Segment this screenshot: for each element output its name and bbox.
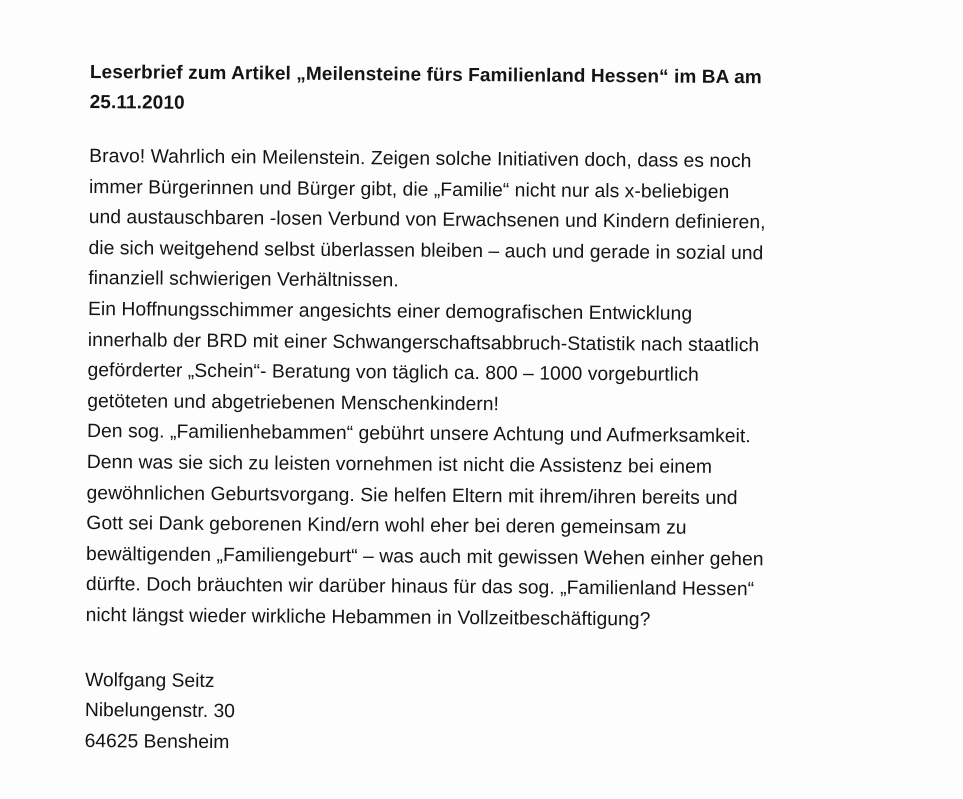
body-line: und austauschbaren -losen Verbund von Erwachsenen und Kindern definieren,: [88, 207, 766, 234]
body-line: finanziell schwierigen Verhältnissen.: [88, 268, 399, 292]
body-line: immer Bürgerinnen und Bürger gibt, die „Familie“ nicht nur als x-beliebigen: [88, 176, 730, 203]
signature-street: Nibelungenstr. 30: [84, 700, 236, 723]
signature-name: Wolfgang Seitz: [85, 669, 215, 692]
body-line: innerhalb der BRD mit einer Schwangerschaftsabbruch-Statistik nach staatlich: [87, 329, 760, 356]
title-line: Leserbrief zum Artikel „Meilensteine fürs Familienland Hessen“ im BA am: [89, 61, 762, 89]
body-line: Denn was sie sich zu leisten vornehmen ist nicht die Assistenz bei einem: [86, 451, 713, 478]
body-line: Den sog. „Familienhebammen“ gebührt unsere Achtung und Aufmerksamkeit.: [86, 421, 751, 448]
letter-title: [90, 58, 870, 124]
letter: [85, 58, 870, 763]
body-line: getöteten und abgetriebenen Menschenkindern!: [87, 390, 500, 415]
body-line: Ein Hoffnungsschimmer angesichts einer demografischen Entwicklung: [87, 298, 693, 325]
body-line: Gott sei Dank geborenen Kind/ern wohl eher bei deren gemeinsam zu: [86, 513, 687, 539]
signature-city: 64625 Bensheim: [84, 730, 230, 753]
letter-body: [85, 142, 869, 638]
body-line: nicht längst wieder wirkliche Hebammen in Vollzeitbeschäftigung?: [85, 604, 651, 631]
body-line: gewöhnlichen Geburtsvorgang. Sie helfen Eltern mit ihrem/ihren bereits und: [86, 482, 738, 509]
body-line: die sich weitgehend selbst überlassen bleiben – auch und gerade in sozial und: [88, 237, 764, 265]
body-line: bewältigenden „Familiengeburt“ – was auch mit gewissen Wehen einher gehen: [86, 543, 764, 571]
signature-block: [85, 665, 866, 763]
body-line: Bravo! Wahrlich ein Meilenstein. Zeigen solche Initiativen doch, dass es noch: [89, 145, 752, 173]
body-line: geförderter „Schein“- Beratung von täglich ca. 800 – 1000 vorgeburtlich: [87, 360, 699, 386]
body-line: dürfte. Doch bräuchten wir darüber hinaus für das sog. „Familienland Hessen“: [85, 574, 755, 601]
title-line: 25.11.2010: [89, 91, 185, 114]
